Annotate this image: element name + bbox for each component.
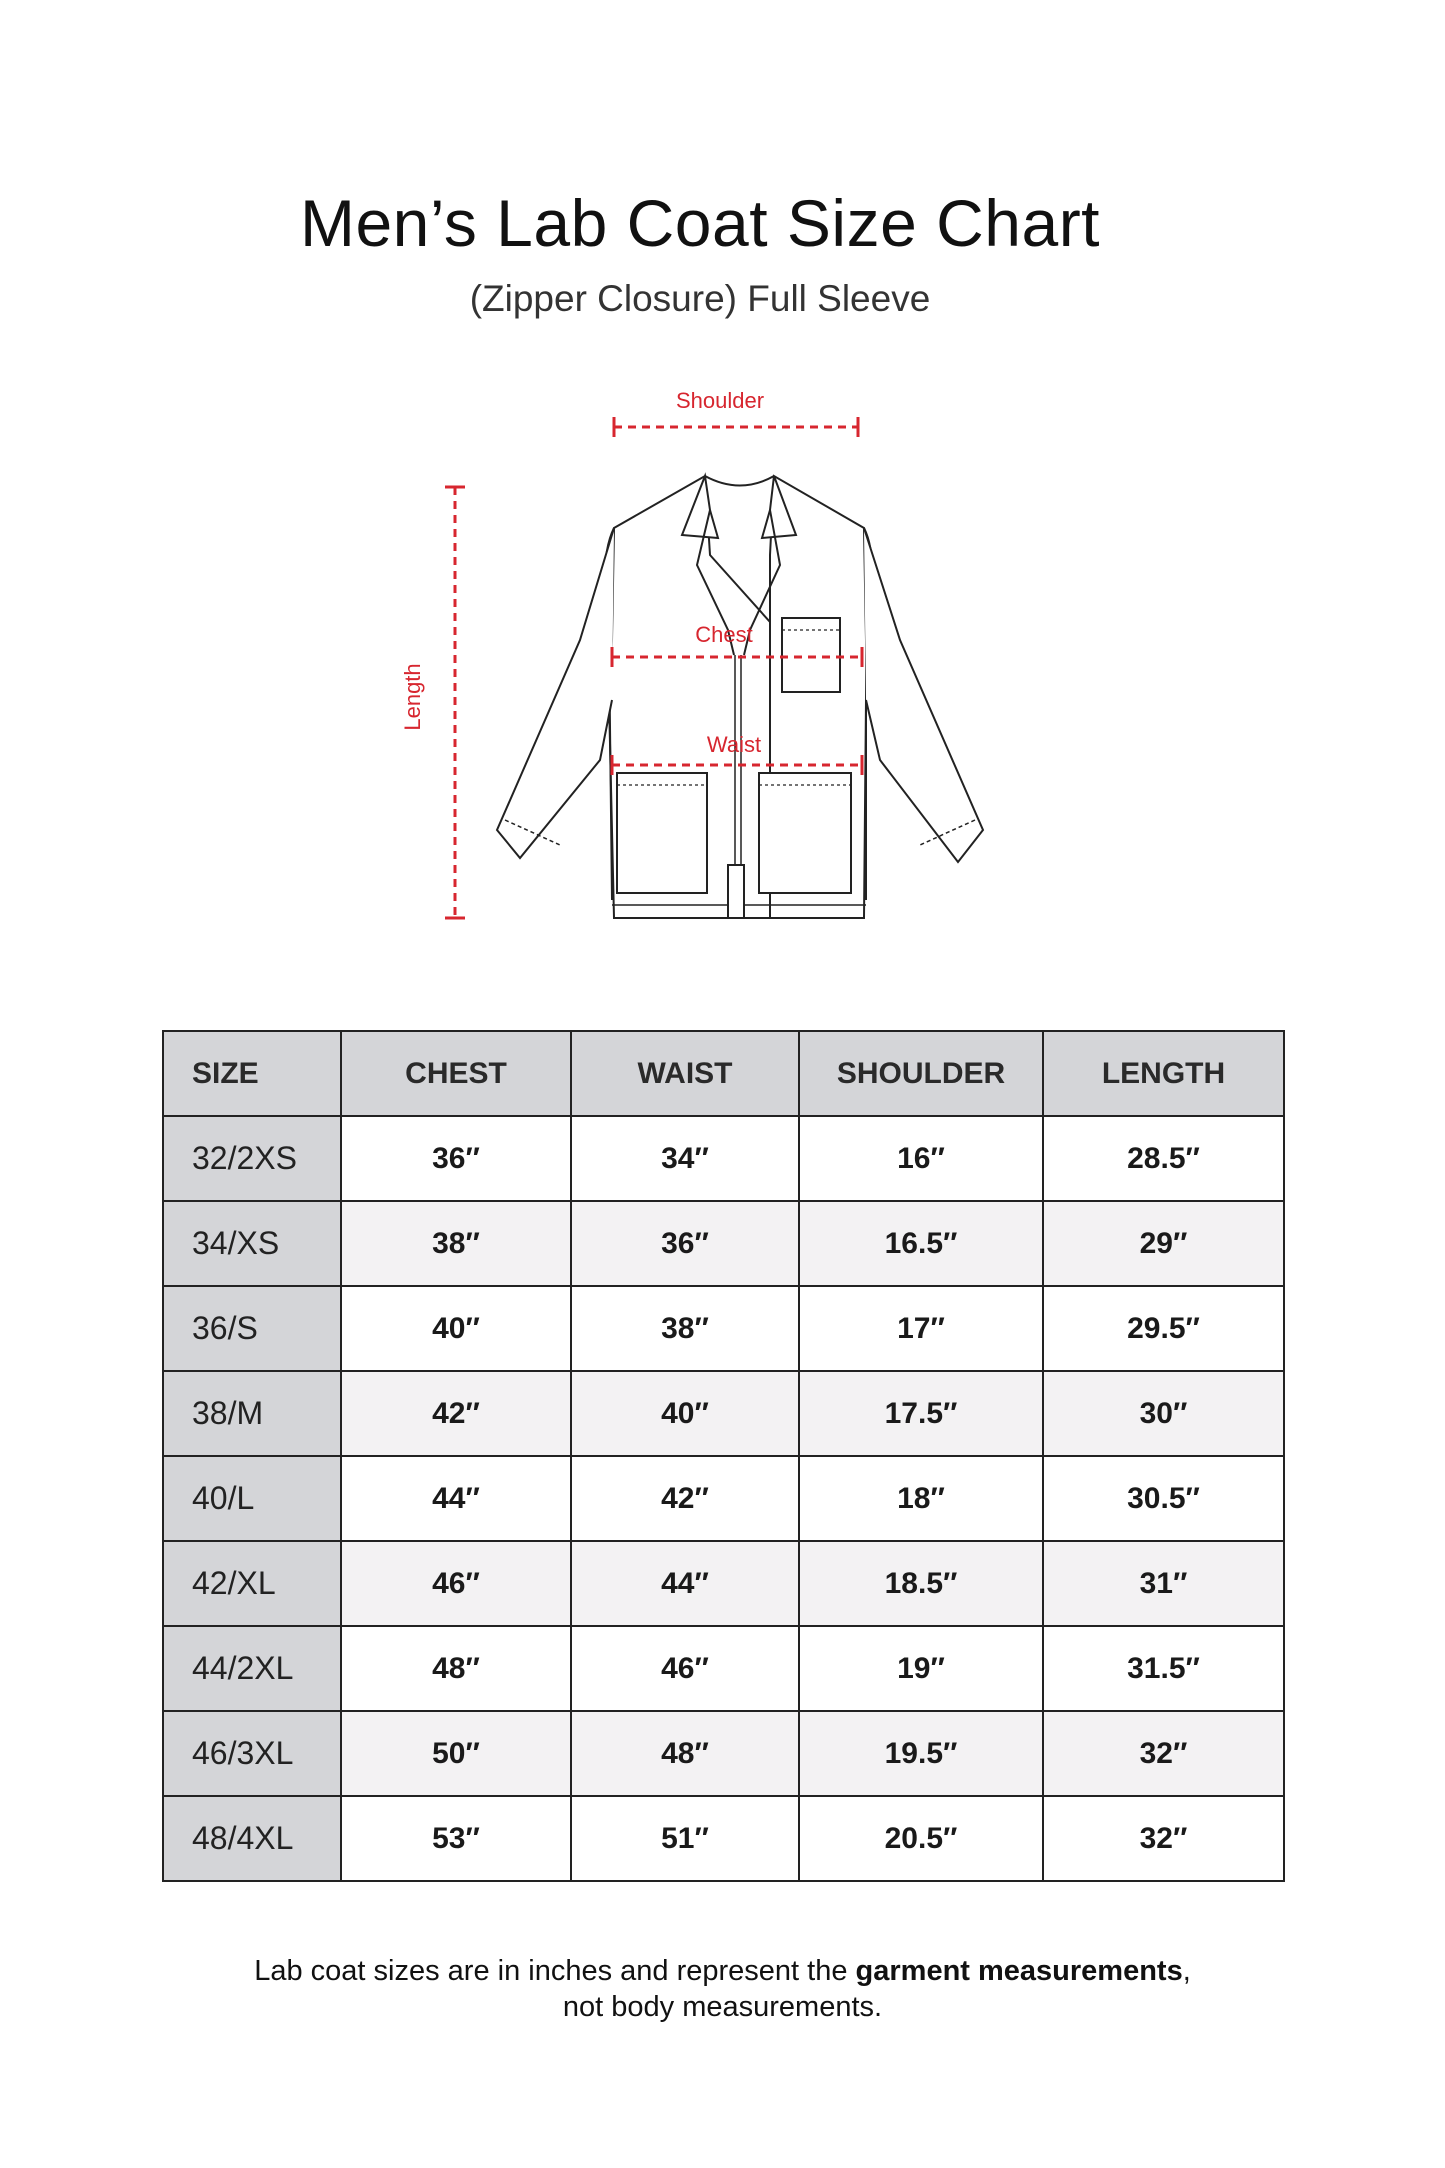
length-cell: 31″ xyxy=(1043,1541,1284,1626)
size-cell: 48/4XL xyxy=(163,1796,341,1881)
shoulder-cell: 16.5″ xyxy=(799,1201,1043,1286)
length-cell: 29″ xyxy=(1043,1201,1284,1286)
waist-cell: 42″ xyxy=(571,1456,799,1541)
table-row xyxy=(163,1371,1284,1456)
size-cell: 42/XL xyxy=(163,1541,341,1626)
waist-cell: 46″ xyxy=(571,1626,799,1711)
shoulder-cell: 19″ xyxy=(799,1626,1043,1711)
size-cell: 46/3XL xyxy=(163,1711,341,1796)
length-cell: 31.5″ xyxy=(1043,1626,1284,1711)
length-label: Length xyxy=(400,663,425,731)
chest-cell: 38″ xyxy=(341,1201,571,1286)
table-row xyxy=(163,1541,1284,1626)
chest-label: Chest xyxy=(695,622,753,647)
table-row xyxy=(163,1626,1284,1711)
size-table xyxy=(162,1030,1285,1882)
header-shoulder: SHOULDER xyxy=(799,1031,1043,1116)
waist-cell: 40″ xyxy=(571,1371,799,1456)
length-measure-line xyxy=(445,487,465,918)
header-length: LENGTH xyxy=(1043,1031,1284,1116)
chest-cell: 40″ xyxy=(341,1286,571,1371)
chest-cell: 50″ xyxy=(341,1711,571,1796)
footnote-text-1: Lab coat sizes are in inches and represent the xyxy=(254,1955,856,1987)
shoulder-cell: 16″ xyxy=(799,1116,1043,1201)
shoulder-measure-line xyxy=(614,417,858,437)
chest-cell: 36″ xyxy=(341,1116,571,1201)
chest-cell: 46″ xyxy=(341,1541,571,1626)
length-cell: 32″ xyxy=(1043,1796,1284,1881)
table-row xyxy=(163,1711,1284,1796)
shoulder-label: Shoulder xyxy=(675,388,765,413)
shoulder-cell: 19.5″ xyxy=(799,1711,1043,1796)
size-cell: 44/2XL xyxy=(163,1626,341,1711)
size-cell: 40/L xyxy=(163,1456,341,1541)
footnote-text-2: , xyxy=(1182,1955,1191,1987)
length-cell: 32″ xyxy=(1043,1711,1284,1796)
page-subtitle: (Zipper Closure) Full Sleeve xyxy=(469,278,931,319)
chest-cell: 48″ xyxy=(341,1626,571,1711)
header-waist: WAIST xyxy=(571,1031,799,1116)
lab-coat-diagram xyxy=(0,360,1445,950)
length-cell: 29.5″ xyxy=(1043,1286,1284,1371)
table-row xyxy=(163,1286,1284,1371)
size-table-header-row xyxy=(163,1031,1284,1116)
header-chest: CHEST xyxy=(341,1031,571,1116)
shoulder-cell: 17″ xyxy=(799,1286,1043,1371)
size-cell: 36/S xyxy=(163,1286,341,1371)
length-cell: 30″ xyxy=(1043,1371,1284,1456)
size-cell: 34/XS xyxy=(163,1201,341,1286)
waist-cell: 38″ xyxy=(571,1286,799,1371)
chest-cell: 44″ xyxy=(341,1456,571,1541)
length-cell: 28.5″ xyxy=(1043,1116,1284,1201)
footnote-line-2: not body measurements. xyxy=(562,1991,883,2023)
length-cell: 30.5″ xyxy=(1043,1456,1284,1541)
chest-cell: 53″ xyxy=(341,1796,571,1881)
shoulder-cell: 17.5″ xyxy=(799,1371,1043,1456)
shoulder-cell: 18.5″ xyxy=(799,1541,1043,1626)
waist-cell: 48″ xyxy=(571,1711,799,1796)
page-title: Men’s Lab Coat Size Chart xyxy=(299,186,1101,260)
shoulder-cell: 20.5″ xyxy=(799,1796,1043,1881)
table-row xyxy=(163,1456,1284,1541)
chest-cell: 42″ xyxy=(341,1371,571,1456)
waist-cell: 51″ xyxy=(571,1796,799,1881)
table-row xyxy=(163,1796,1284,1881)
size-cell: 32/2XS xyxy=(163,1116,341,1201)
footnote xyxy=(0,1953,1445,2025)
waist-cell: 34″ xyxy=(571,1116,799,1201)
table-row xyxy=(163,1201,1284,1286)
waist-cell: 36″ xyxy=(571,1201,799,1286)
table-row xyxy=(163,1116,1284,1201)
lab-coat-illustration xyxy=(497,476,983,918)
footnote-bold: garment measurements xyxy=(855,1955,1183,1987)
header-size: SIZE xyxy=(163,1031,341,1116)
shoulder-cell: 18″ xyxy=(799,1456,1043,1541)
waist-cell: 44″ xyxy=(571,1541,799,1626)
waist-label: Waist xyxy=(706,732,762,757)
size-cell: 38/M xyxy=(163,1371,341,1456)
